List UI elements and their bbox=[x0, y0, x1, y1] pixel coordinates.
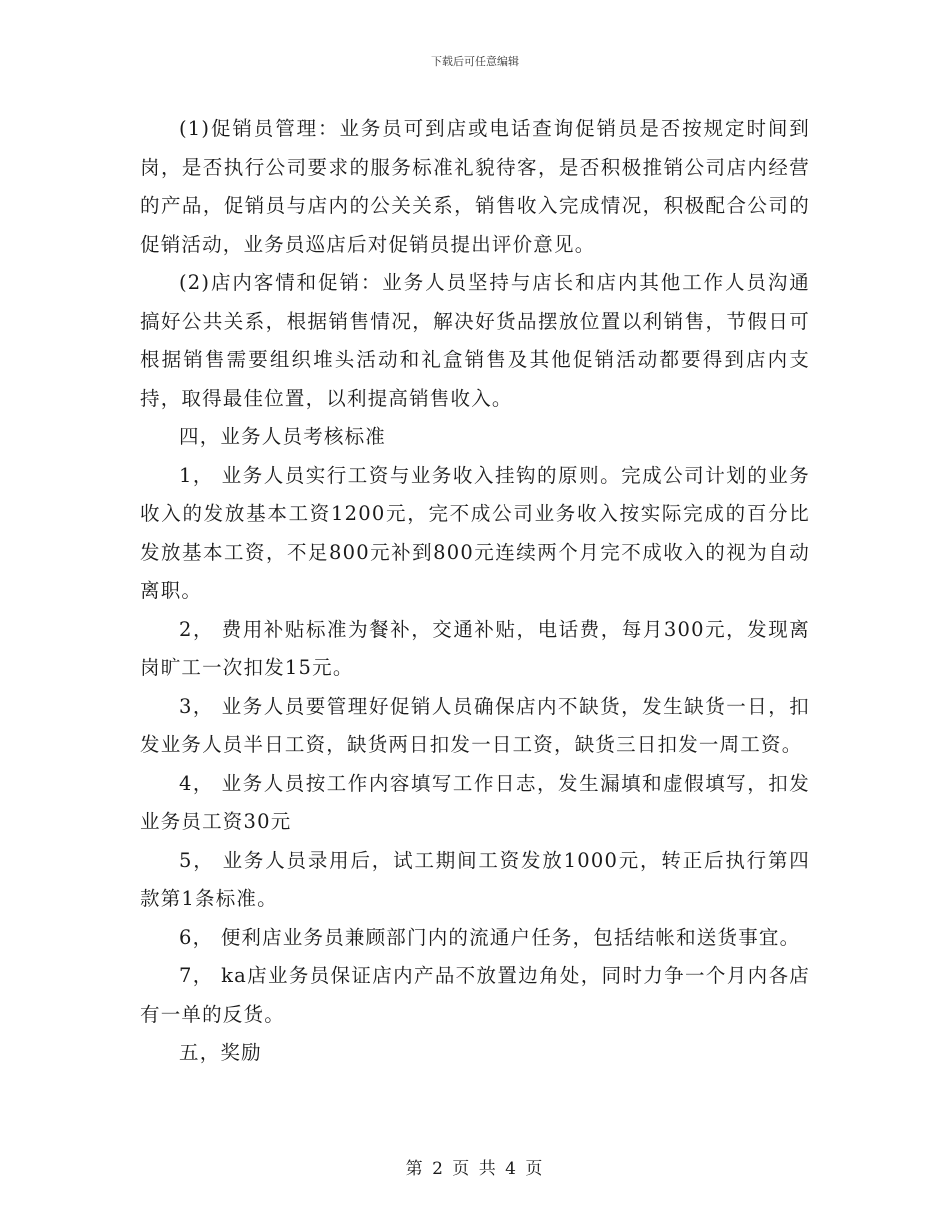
list-item-2: 2， 费用补贴标准为餐补，交通补贴，电话费，每月300元，发现离岗旷工一次扣发15元。 bbox=[140, 617, 810, 679]
list-item-4: 4， 业务人员按工作内容填写工作日志，发生漏填和虚假填写，扣发业务员工资30元 bbox=[140, 771, 810, 833]
list-item-7: 7， ka店业务员保证店内产品不放置边角处，同时力争一个月内各店有一单的反货。 bbox=[140, 964, 810, 1026]
list-item-5: 5， 业务人员录用后，试工期间工资发放1000元，转正后执行第四款第1条标准。 bbox=[140, 848, 810, 910]
paragraph-promoter-management: (1)促销员管理：业务员可到店或电话查询促销员是否按规定时间到岗，是否执行公司要求的服务标准礼貌待客，是否积极推销公司店内经营的产品，促销员与店内的公关关系，销售收入完成情况，积极配合公司的促销活动，业务员巡店后对促销员提出评价意见。 bbox=[140, 117, 810, 256]
list-item-3: 3， 业务人员要管理好促销人员确保店内不缺货，发生缺货一日，扣发业务人员半日工资，缺货两日扣发一日工资，缺货三日扣发一周工资。 bbox=[140, 694, 810, 756]
header-note: 下载后可任意编辑 bbox=[431, 55, 519, 68]
section-heading-rewards: 五，奖励 bbox=[179, 1041, 262, 1064]
page-number: 第 2 页 共 4 页 bbox=[405, 1159, 545, 1179]
section-heading-assessment: 四，业务人员考核标准 bbox=[179, 425, 387, 448]
list-item-1: 1， 业务人员实行工资与业务收入挂钩的原则。完成公司计划的业务收入的发放基本工资1200元，完不成公司业务收入按实际完成的百分比发放基本工资，不足800元补到800元连续两个月完不成收入的视为自动离职。 bbox=[140, 463, 810, 602]
document-body bbox=[140, 110, 810, 1073]
list-item-6: 6， 便利店业务员兼顾部门内的流通户任务，包括结帐和送货事宜。 bbox=[179, 925, 801, 949]
paragraph-store-relations: (2)店内客情和促销：业务人员坚持与店长和店内其他工作人员沟通搞好公共关系，根据销售情况，解决好货品摆放位置以利销售，节假日可根据销售需要组织堆头活动和礼盒销售及其他促销活动都要得到店内支持，取得最佳位置，以利提高销售收入。 bbox=[140, 271, 810, 410]
